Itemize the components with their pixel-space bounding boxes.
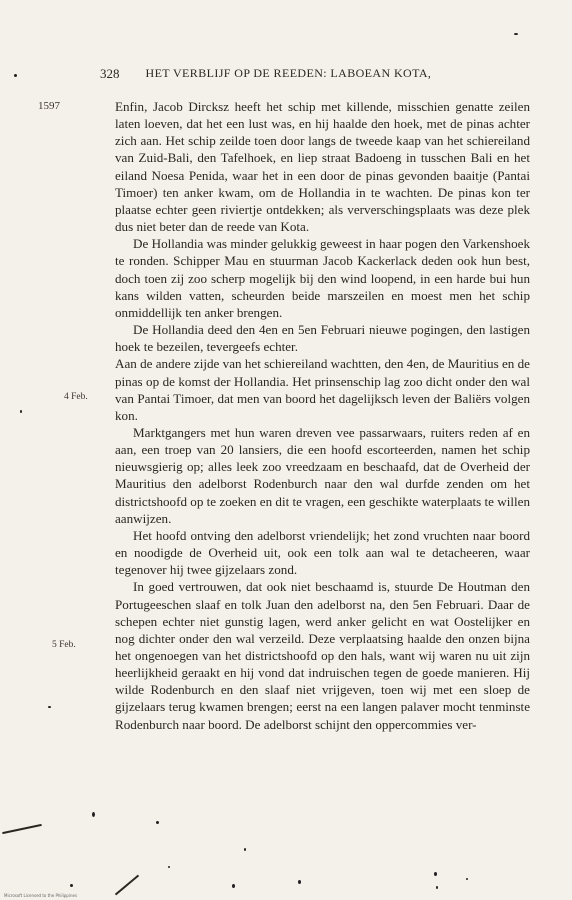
body-text xyxy=(115,98,530,733)
scan-speck xyxy=(48,706,51,708)
page-number: 328 xyxy=(100,66,120,81)
paragraph-1: Enfin, Jacob Dircksz heeft het schip met killende, misschien genatte zeilen laten loeven, dat het een lust was, en hij haalde den hoek, met de pinas achter zich aan. Het schip zeilde toen door langs de tweede kaap van het schiereiland van Zuid-Bali, den Tafelhoek, en liep straat Badoeng in tusschen Bali en het eiland Noesa Penida, waar het in een door de pinas gevonden baaitje (Pantai Timoer) ten anker kwam, om de Hollandia in te wachten. De pinas kon ter plaatse echter geen riviertje ontdekken; als ververschingsplaats was deze plek dus niet beter dan de reede van Kota. xyxy=(115,99,530,235)
scan-footer: Microsoft Licensed to the Philippines xyxy=(4,893,78,898)
margin-year: 1597 xyxy=(38,100,60,112)
scan-speck xyxy=(232,884,235,888)
scan-speck xyxy=(434,872,437,876)
scan-speck xyxy=(436,886,438,889)
scan-speck xyxy=(514,33,518,35)
paragraph-4: Aan de andere zijde van het schiereiland wachtten, den 4en, de Mauritius en de pinas op de komst der Hollandia. Het prinsenschip lag zoo dicht onder den wal van Pantai Timoer, dat men van boord het dagelijksch leven der Baliërs volgen kon. xyxy=(115,356,530,423)
scan-stroke xyxy=(2,824,42,834)
margin-date-5-feb: 5 Feb. xyxy=(52,640,76,650)
scan-speck xyxy=(244,848,246,851)
scan-stroke xyxy=(115,875,139,896)
paragraph-2: De Hollandia was minder gelukkig geweest in haar pogen den Varkenshoek te ronden. Schipper Mau en stuurman Jacob Kackerlack deden ook hun best, doch toen zij zoo scherp mogelijk bij den wind loopend, in een harde bui hun kans wilden vatten, scheurden beide marszeilen en moest men het schip onmiddellijk ten anker brengen. xyxy=(115,236,530,320)
running-title: HET VERBLIJF OP DE REEDEN: LABOEAN KOTA, xyxy=(145,66,432,80)
scan-speck xyxy=(156,821,159,824)
paragraph-3: De Hollandia deed den 4en en 5en Februari nieuwe pogingen, den lastigen hoek te bezeilen, tevergeefs echter. xyxy=(115,322,530,355)
margin-date-4-feb: 4 Feb. xyxy=(64,392,88,402)
scan-speck xyxy=(298,880,301,884)
scan-speck xyxy=(466,878,468,880)
scan-speck xyxy=(92,812,95,817)
running-header xyxy=(100,66,530,82)
scan-speck xyxy=(168,866,170,868)
paragraph-6: Het hoofd ontving den adelborst vriendelijk; het zond vruchten naar boord en noodigde de Overheid uit, ook een tolk aan wal te detacheeren, waar tegenover hij twee gijzelaars zond. xyxy=(115,527,530,578)
scan-speck xyxy=(14,74,17,77)
paragraph-7: In goed vertrouwen, dat ook niet beschaamd is, stuurde De Houtman den Portugeeschen slaaf en tolk Juan den adelborst na, den 5en Februari. Daar de schepen echter niet gunstig lagen, werd anker gelicht en wat Oostelijker en nog dichter onder den wal verzeild. Deze verplaatsing haalde den onzen bijna het ongenoegen van het districtshoofd op den hals, want wij waren nu uit zijn heerlijkheid geraakt en hij vond dat indruischen tegen de goede manieren. Hij wilde Rodenburch en den slaaf niet vrijgeven, toen wij met een sloep de gijzelaars terug kwamen brengen; eerst na een langen palaver mocht tenminste Rodenburch naar boord. De adelborst schijnt den oppercommies ver- xyxy=(115,579,530,732)
paragraph-5: Marktgangers met hun waren dreven vee passarwaars, ruiters reden af en aan, een troep van 20 lansiers, die een hoofd escorteerden, namen het schip nieuwsgierig op; alles leek zoo vreedzaam en beschaafd, dat de Overheid der Mauritius den adelborst Rodenburch naar den wal durfde zenden om het districtshoofd op te zoeken en dit te vragen, een geschikte waterplaats te willen aanwijzen. xyxy=(115,424,530,526)
scan-speck xyxy=(70,884,73,887)
scan-speck xyxy=(20,410,22,413)
